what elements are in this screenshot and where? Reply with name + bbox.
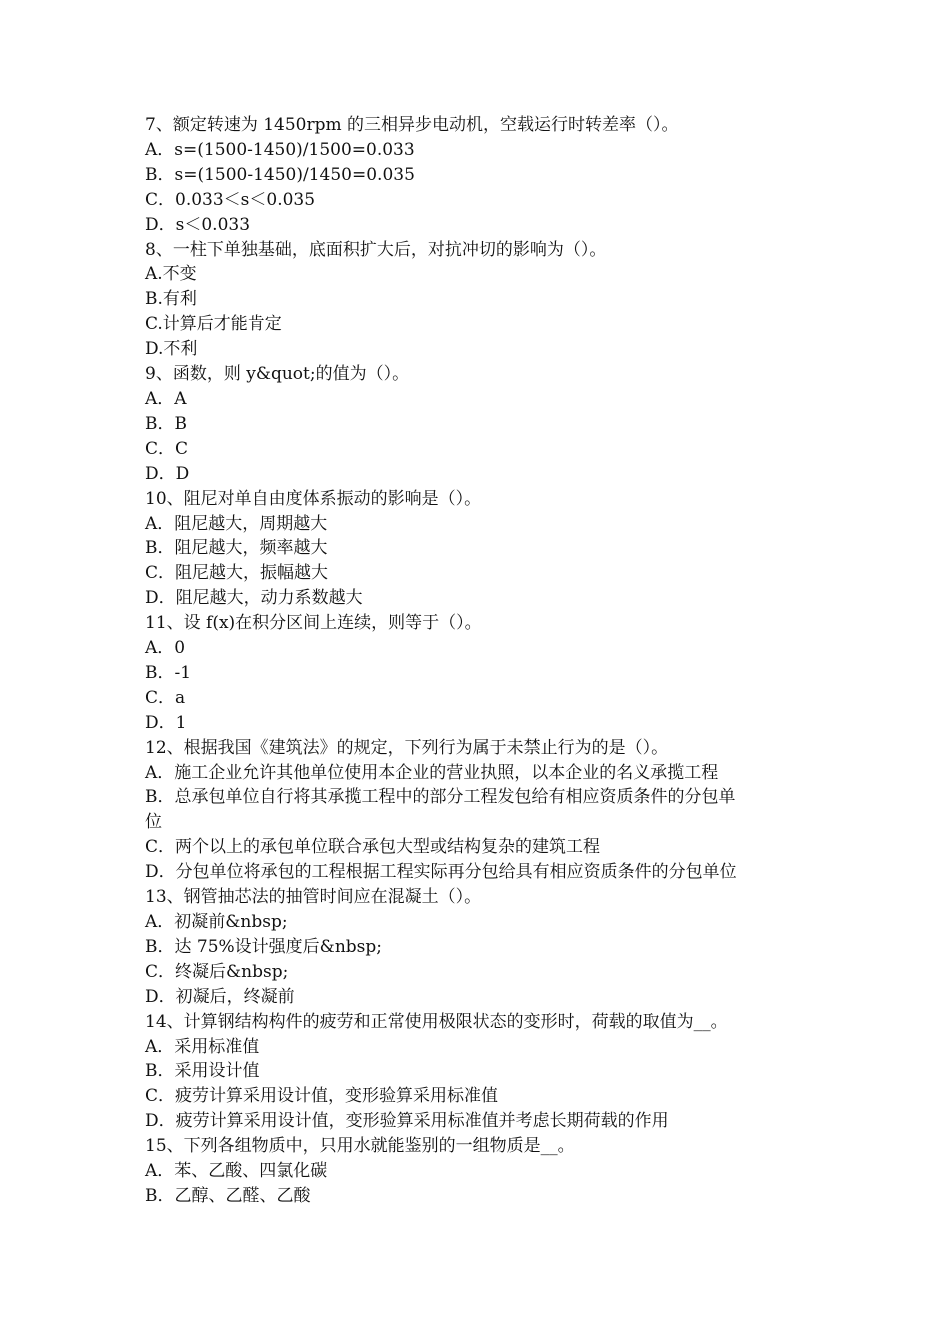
- question-12-option-c: C．两个以上的承包单位联合承包大型或结构复杂的建筑工程: [145, 837, 601, 858]
- question-12-option-a: A．施工企业允许其他单位使用本企业的营业执照，以本企业的名义承揽工程: [145, 762, 719, 783]
- question-13-option-a: A．初凝前&nbsp;: [145, 912, 288, 932]
- question-10-option-a: A．阻尼越大，周期越大: [145, 513, 328, 534]
- question-11-option-c: C．a: [145, 687, 186, 708]
- question-15-option-a: A．苯、乙酸、四氯化碳: [145, 1161, 328, 1182]
- question-11-option-b: B．-1: [145, 662, 192, 683]
- question-13-option-c: C．终凝后&nbsp;: [145, 961, 289, 982]
- question-7-option-a: A．s=(1500-1450)/1500=0.033: [145, 139, 415, 160]
- question-14-option-c: C．疲劳计算采用设计值，变形验算采用标准值: [145, 1086, 499, 1107]
- question-11-option-a: A．0: [145, 638, 186, 659]
- question-15-stem: 15、下列各组物质中，只用水就能鉴别的一组物质是__。: [145, 1136, 575, 1157]
- question-9-option-a: A．A: [145, 388, 187, 409]
- question-9-option-b: B．B: [145, 413, 187, 434]
- question-10-option-d: D．阻尼越大，动力系数越大: [145, 588, 363, 609]
- question-8-option-d: D.不利: [145, 339, 198, 360]
- document-body: [145, 113, 815, 1209]
- question-11-stem: 11、设 f(x)在积分区间上连续，则等于（）。: [145, 613, 482, 634]
- question-15-option-b: B．乙醇、乙醛、乙酸: [145, 1185, 311, 1206]
- question-8-option-b: B.有利: [145, 289, 197, 310]
- question-14-stem: 14、计算钢结构构件的疲劳和正常使用极限状态的变形时，荷载的取值为__。: [145, 1011, 728, 1032]
- question-9-option-c: C．C: [145, 438, 189, 459]
- question-12-option-b: B．总承包单位自行将其承揽工程中的部分工程发包给有相应资质条件的分包单: [145, 787, 736, 808]
- question-10-stem: 10、阻尼对单自由度体系振动的影响是（）。: [145, 488, 482, 509]
- question-8-option-c: C.计算后才能肯定: [145, 314, 282, 335]
- question-10-option-b: B．阻尼越大，频率越大: [145, 538, 328, 559]
- question-9-stem: 9、函数，则 y&quot;的值为（）。: [145, 364, 410, 385]
- question-14-option-b: B．采用设计值: [145, 1061, 260, 1082]
- question-12-option-d: D．分包单位将承包的工程根据工程实际再分包给具有相应资质条件的分包单位: [145, 862, 737, 883]
- question-14-option-a: A．采用标准值: [145, 1036, 260, 1057]
- question-8-option-a: A.不变: [145, 264, 197, 285]
- question-14-option-d: D．疲劳计算采用设计值，变形验算采用标准值并考虑长期荷载的作用: [145, 1111, 669, 1132]
- question-12-stem: 12、根据我国《建筑法》的规定，下列行为属于未禁止行为的是（）。: [145, 737, 669, 758]
- question-13-option-d: D．初凝后，终凝前: [145, 986, 295, 1007]
- question-13-option-b: B．达 75%设计强度后&nbsp;: [145, 936, 382, 957]
- question-10-option-c: C．阻尼越大，振幅越大: [145, 563, 329, 584]
- question-11-option-d: D．1: [145, 712, 187, 733]
- question-7-option-c: C．0.033＜s＜0.035: [145, 189, 316, 210]
- question-9-option-d: D．D: [145, 463, 190, 484]
- question-7-stem: 7、额定转速为 1450rpm 的三相异步电动机，空载运行时转差率（）。: [145, 115, 679, 135]
- question-7-option-d: D．s＜0.033: [145, 214, 251, 235]
- question-13-stem: 13、钢管抽芯法的抽管时间应在混凝土（）。: [145, 887, 482, 908]
- question-8-stem: 8、一柱下单独基础，底面积扩大后，对抗冲切的影响为（）。: [145, 239, 607, 260]
- question-7-option-b: B．s=(1500-1450)/1450=0.035: [145, 164, 415, 185]
- question-12-option-b-continued: 位: [145, 812, 162, 833]
